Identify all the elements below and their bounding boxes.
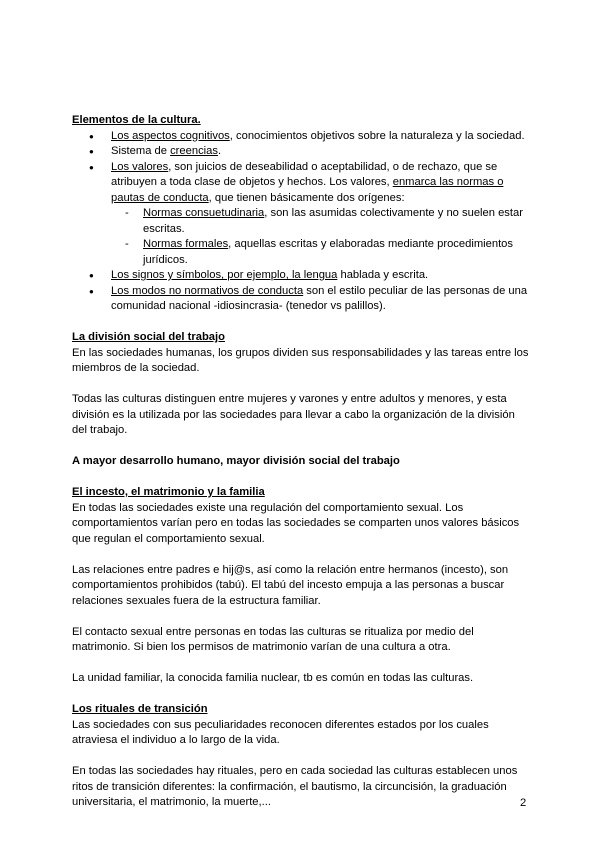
list-item-text: hablada y escrita.	[337, 269, 429, 281]
rituales-paragraph-2: En todas las sociedades hay rituales, pero en cada sociedad las culturas establecen unos ritos de transición diferentes: la confirmación, el bautismo, la circuncisión, la graduación universitaria, el matrimonio, la muerte,...	[72, 765, 518, 808]
list-item-text: Sistema de	[111, 145, 171, 157]
incesto-paragraph-1: En todas las sociedades existe una regulación del comportamiento sexual. Los comportamientos varían pero en todas las sociedades se comparten unos valores básicos que regulan el comportamiento sexual.	[72, 501, 520, 545]
sub-list-item	[111, 206, 532, 237]
sub-list-item-link: Normas formales	[143, 238, 229, 250]
list-item-text: son el estilo peculiar de las personas de una comunidad nacional -idiosincrasia- (tenedor vs palillos).	[111, 284, 528, 312]
list-item-text: .	[217, 145, 222, 157]
list-item	[72, 144, 532, 160]
incesto-paragraph-2: Las relaciones entre padres e hij@s, así como la relación entre hermanos (incesto), son comportamientos prohibidos (tabú). El tabú del incesto empuja a las personas a buscar relaciones sexuales fuera de la estructura familiar.	[72, 563, 509, 607]
incesto-heading: El incesto, el matrimonio y la familia	[72, 486, 265, 498]
rituales-paragraph-1: Las sociedades con sus peculiaridades reconocen diferentes estados por los cuales atraviesa el individuo a lo largo de la vida.	[72, 718, 489, 746]
list-item-text: , son juicios de deseabilidad o aceptabilidad, o de rechazo, que se atribuyen a toda clase de objetos y hechos. Los valores,	[111, 160, 498, 188]
list-item-link: enmarca las normas o pautas de conducta	[111, 176, 504, 204]
list-item-text: , conocimientos objetivos sobre la naturaleza y la sociedad.	[229, 129, 525, 142]
list-item-link: creencias	[170, 145, 218, 157]
list-item-text: , que tienen básicamente dos orígenes:	[208, 191, 405, 204]
list-item-link: Los aspectos cognitivos	[111, 129, 230, 142]
sub-list-item-text: , son las asumidas colectivamente y no suelen estar escritas.	[143, 207, 523, 235]
list-item	[72, 284, 532, 315]
division-heading: La división social del trabajo	[72, 331, 225, 343]
division-bold-statement: A mayor desarrollo humano, mayor división social del trabajo	[72, 455, 400, 467]
list-item-link: Los modos no normativos de conducta	[111, 284, 304, 297]
document-page	[72, 113, 532, 811]
list-item-link: Los signos y símbolos, por ejemplo, la lengua	[111, 269, 338, 281]
list-item	[72, 129, 532, 145]
sub-list-item-link: Normas consuetudinaria	[143, 207, 265, 219]
rituales-heading: Los rituales de transición	[72, 703, 208, 715]
list-item-link: Los valores	[111, 160, 169, 173]
division-paragraph-2: Todas las culturas distinguen entre mujeres y varones y entre adultos y menores, y esta división es la utilizada por las sociedades para llevar a cabo la organización de la división del trabajo.	[72, 393, 515, 436]
incesto-paragraph-4: La unidad familiar, la conocida familia nuclear, tb es común en todas las culturas.	[72, 672, 474, 684]
sub-list-item-text: , aquellas escritas y elaboradas mediante procedimientos jurídicos.	[143, 238, 513, 266]
list-item	[72, 268, 532, 284]
page-number: 2	[520, 797, 527, 809]
sub-list	[111, 206, 532, 268]
culture-list	[72, 129, 532, 315]
incesto-paragraph-3: El contacto sexual entre personas en todas las culturas se ritualiza por medio del matrimonio. Si bien los permisos de matrimonio varían de una cultura a otra.	[72, 625, 474, 653]
culture-heading: Elementos de la cultura.	[72, 114, 201, 126]
division-paragraph-1: En las sociedades humanas, los grupos dividen sus responsabilidades y las tareas entre los miembros de la sociedad.	[72, 346, 529, 374]
list-item	[72, 160, 532, 269]
sub-list-item	[111, 237, 532, 268]
